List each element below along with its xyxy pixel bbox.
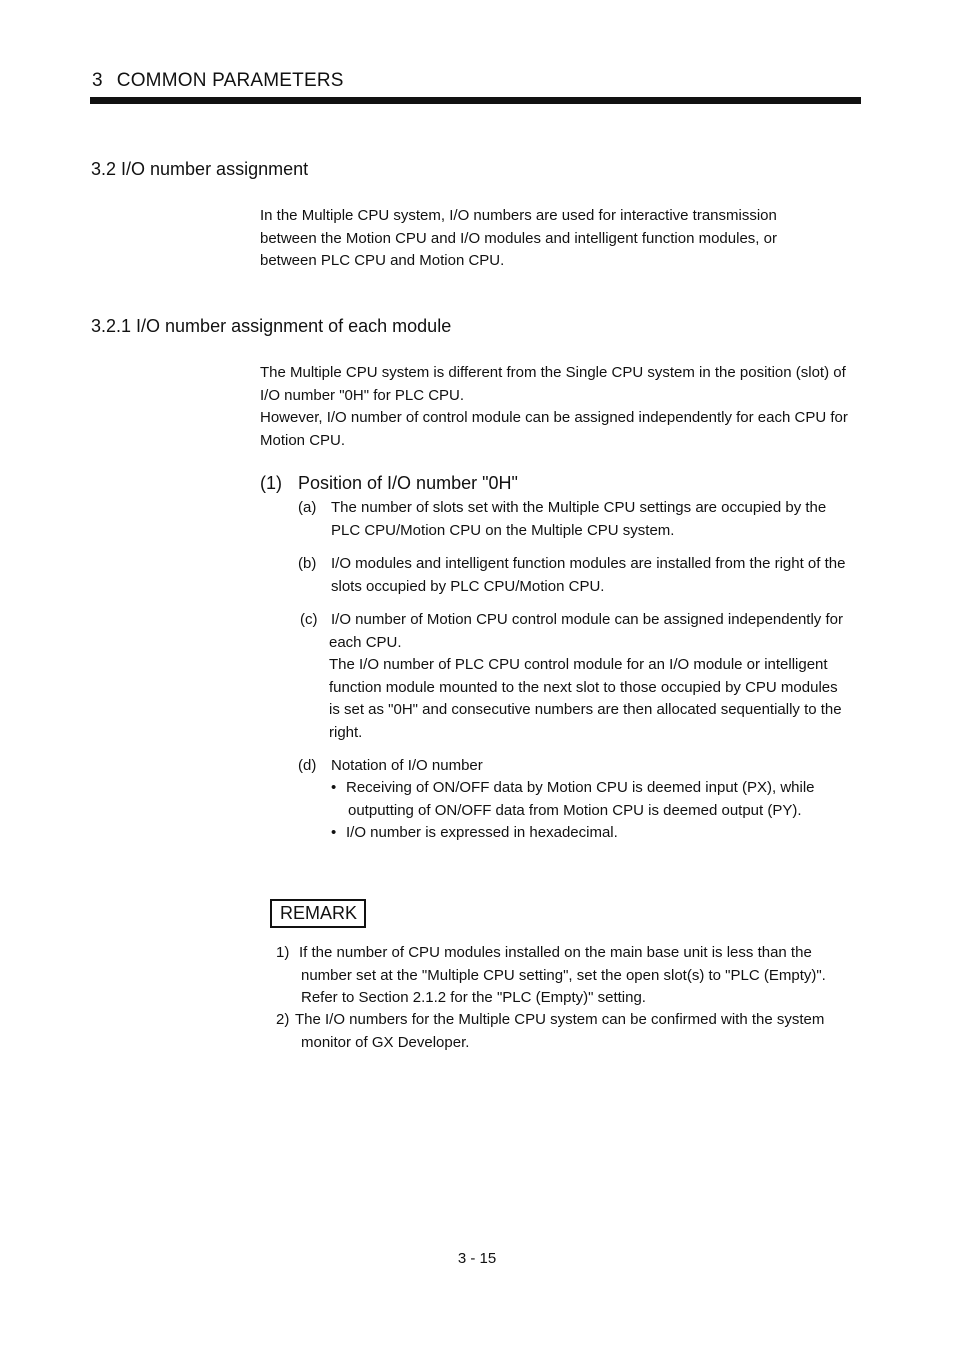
- item-a-line: The number of slots set with the Multiple CPU settings are occupied by the: [331, 499, 827, 516]
- remark-item-2: [276, 1009, 876, 1055]
- subsection-title: 3.2.1 I/O number assignment of each module: [91, 316, 452, 336]
- item-d: [298, 755, 868, 779]
- item-c-line: The I/O number of PLC CPU control module for an I/O module or intelligent: [329, 656, 828, 673]
- item-b-line: I/O modules and intelligent function modules are installed from the right of the: [331, 555, 846, 572]
- chapter-number: 3: [92, 70, 103, 91]
- remark-item-1-label: 1): [276, 944, 290, 961]
- item-c: [300, 609, 870, 745]
- remark-label: REMARK: [270, 899, 366, 928]
- remark-item-1-text: [299, 942, 826, 1010]
- remark-line: The I/O numbers for the Multiple CPU system can be confirmed with the system: [295, 1011, 825, 1028]
- section-intro-line: In the Multiple CPU system, I/O numbers are used for interactive transmission: [260, 207, 777, 224]
- item-1-title: Position of I/O number "0H": [298, 473, 518, 493]
- item-a-label: (a): [298, 499, 317, 516]
- remark-item-2-label: 2): [276, 1011, 290, 1028]
- subsection-intro: [260, 362, 848, 452]
- bullet-item: [331, 777, 871, 823]
- item-c-text: [331, 609, 843, 744]
- bullet-line: Receiving of ON/OFF data by Motion CPU is deemed input (PX), while: [346, 779, 815, 796]
- item-d-label: (d): [298, 757, 317, 774]
- subsection-intro-line: The Multiple CPU system is different from the Single CPU system in the position (slot) of: [260, 364, 846, 381]
- remark-line: Refer to Section 2.1.2 for the "PLC (Empty)" setting.: [301, 989, 646, 1006]
- section-intro: [260, 205, 777, 273]
- remark-item-1: [276, 942, 876, 1012]
- item-d-title: Notation of I/O number: [331, 757, 483, 774]
- subsection-intro-line: Motion CPU.: [260, 431, 346, 449]
- bullet-text: [346, 777, 815, 822]
- item-c-line: right.: [329, 723, 363, 741]
- item-b-text: [331, 553, 845, 598]
- remark-line: number set at the "Multiple CPU setting", set the open slot(s) to "PLC (Empty)".: [301, 966, 826, 984]
- item-b-line: slots occupied by PLC CPU/Motion CPU.: [331, 577, 605, 595]
- item-1-heading: [260, 473, 518, 494]
- page-number: 3 - 15: [457, 1250, 497, 1267]
- item-a-text: [331, 497, 826, 542]
- subsection-intro-line: I/O number "0H" for PLC CPU.: [260, 386, 465, 404]
- item-b-label: (b): [298, 555, 317, 572]
- bullet-dot-icon: •: [331, 824, 337, 841]
- section-intro-line: between the Motion CPU and I/O modules and intelligent function modules, or: [260, 229, 777, 247]
- bullet-line: outputting of ON/OFF data from Motion CPU is deemed output (PY).: [348, 801, 802, 819]
- section-title: 3.2 I/O number assignment: [91, 159, 309, 179]
- header-rule: [90, 97, 861, 104]
- remark-line: If the number of CPU modules installed on the main base unit is less than the: [299, 944, 812, 961]
- bullet-dot-icon: •: [331, 779, 337, 796]
- item-c-line: I/O number of Motion CPU control module can be assigned independently for: [331, 611, 843, 628]
- chapter-title: COMMON PARAMETERS: [116, 70, 344, 91]
- remark-line: monitor of GX Developer.: [301, 1033, 470, 1051]
- remark-item-2-text: [295, 1009, 824, 1054]
- chapter-header: [92, 70, 344, 92]
- item-c-line: is set as "0H" and consecutive numbers are then allocated sequentially to the: [329, 701, 842, 718]
- bullet-item: [331, 822, 871, 846]
- item-c-line: each CPU.: [329, 633, 402, 651]
- subsection-intro-line: However, I/O number of control module can be assigned independently for each CPU for: [260, 409, 848, 426]
- section-intro-line: between PLC CPU and Motion CPU.: [260, 252, 505, 269]
- item-a: [298, 497, 868, 543]
- item-b: [298, 553, 868, 599]
- item-a-line: PLC CPU/Motion CPU on the Multiple CPU system.: [331, 521, 675, 539]
- item-c-line: function module mounted to the next slot to those occupied by CPU modules: [329, 678, 838, 696]
- bullet-text: I/O number is expressed in hexadecimal.: [346, 824, 618, 841]
- item-1-label: (1): [260, 473, 282, 493]
- item-c-label: (c): [300, 611, 318, 628]
